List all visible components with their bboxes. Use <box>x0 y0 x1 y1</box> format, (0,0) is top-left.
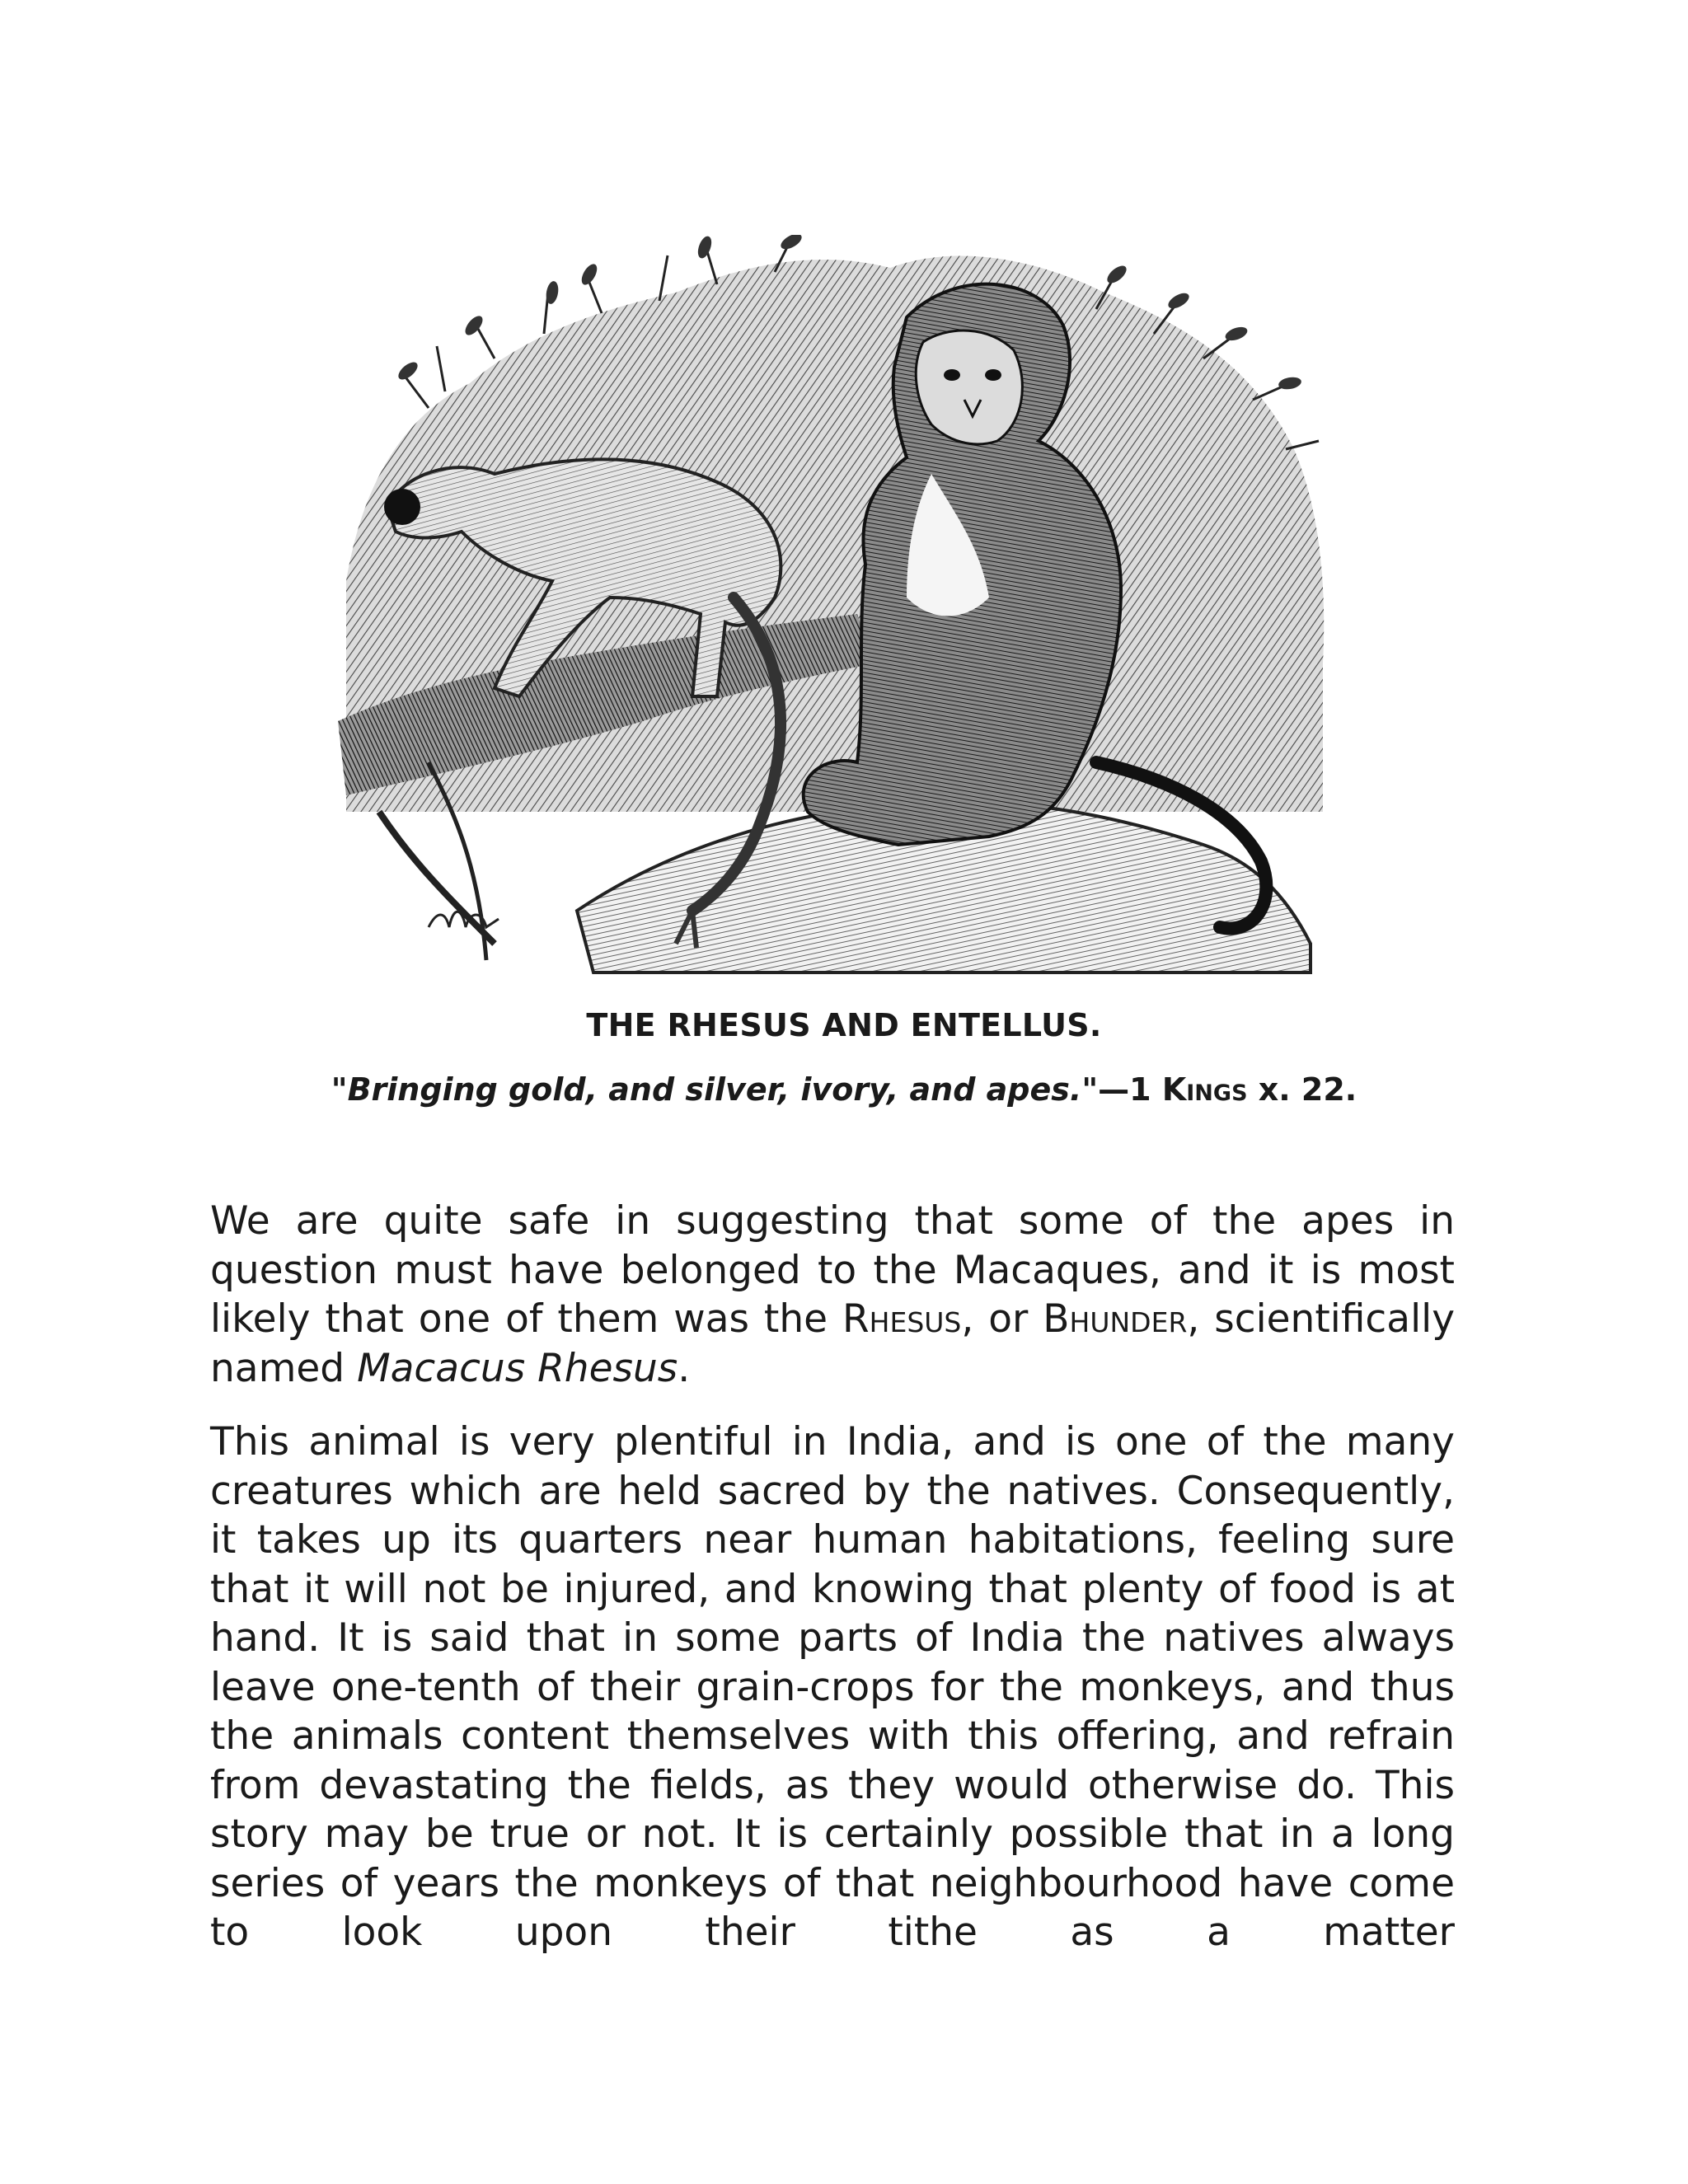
quote-close-mark: "—1 <box>1081 1071 1162 1108</box>
quote-text: Bringing gold, and silver, ivory, and apes. <box>347 1071 1082 1108</box>
figure-caption-title: THE RHESUS AND ENTELLUS. <box>586 1007 1102 1043</box>
body-text <box>210 1197 1455 1982</box>
paragraph-text: , or <box>961 1296 1043 1342</box>
quote-open-mark: " <box>331 1071 348 1108</box>
monkeys-engraving <box>330 235 1335 977</box>
paragraph-text: , scientifically named <box>210 1296 1456 1391</box>
species-name-bhunder: Bhunder <box>1043 1296 1188 1342</box>
paragraph-text: . <box>678 1345 691 1391</box>
species-name-rhesus: Rhesus <box>842 1296 962 1342</box>
paragraph <box>210 1197 1455 1393</box>
scientific-name: Macacus Rhesus <box>357 1345 678 1391</box>
paragraph: This animal is very plentiful in India, and is one of the many creatures which are held sacred by the natives. Consequently, it takes up its quarters near human habitations, feeling sure that it will not be injured, and knowing that plenty of food is at hand. It is said that in some parts of India the natives always leave one-tenth of their grain-crops for the monkeys, and thus the animals content themselves with this offering, and refrain from devastating the fields, as they would otherwise do. This story may be true or not. It is certainly possible that in a long series of years the monkeys of that neighbourhood have come to look upon their tithe as a matter <box>210 1419 1455 1955</box>
citation-reference: x. 22. <box>1247 1071 1357 1108</box>
citation-book: Kings <box>1161 1071 1248 1108</box>
paragraph-text: We are quite safe in suggesting that some of the apes in question must have belonged to the Macaques, and it is most likely that one of them was the <box>210 1198 1455 1342</box>
figure-quote <box>0 1071 1688 1108</box>
